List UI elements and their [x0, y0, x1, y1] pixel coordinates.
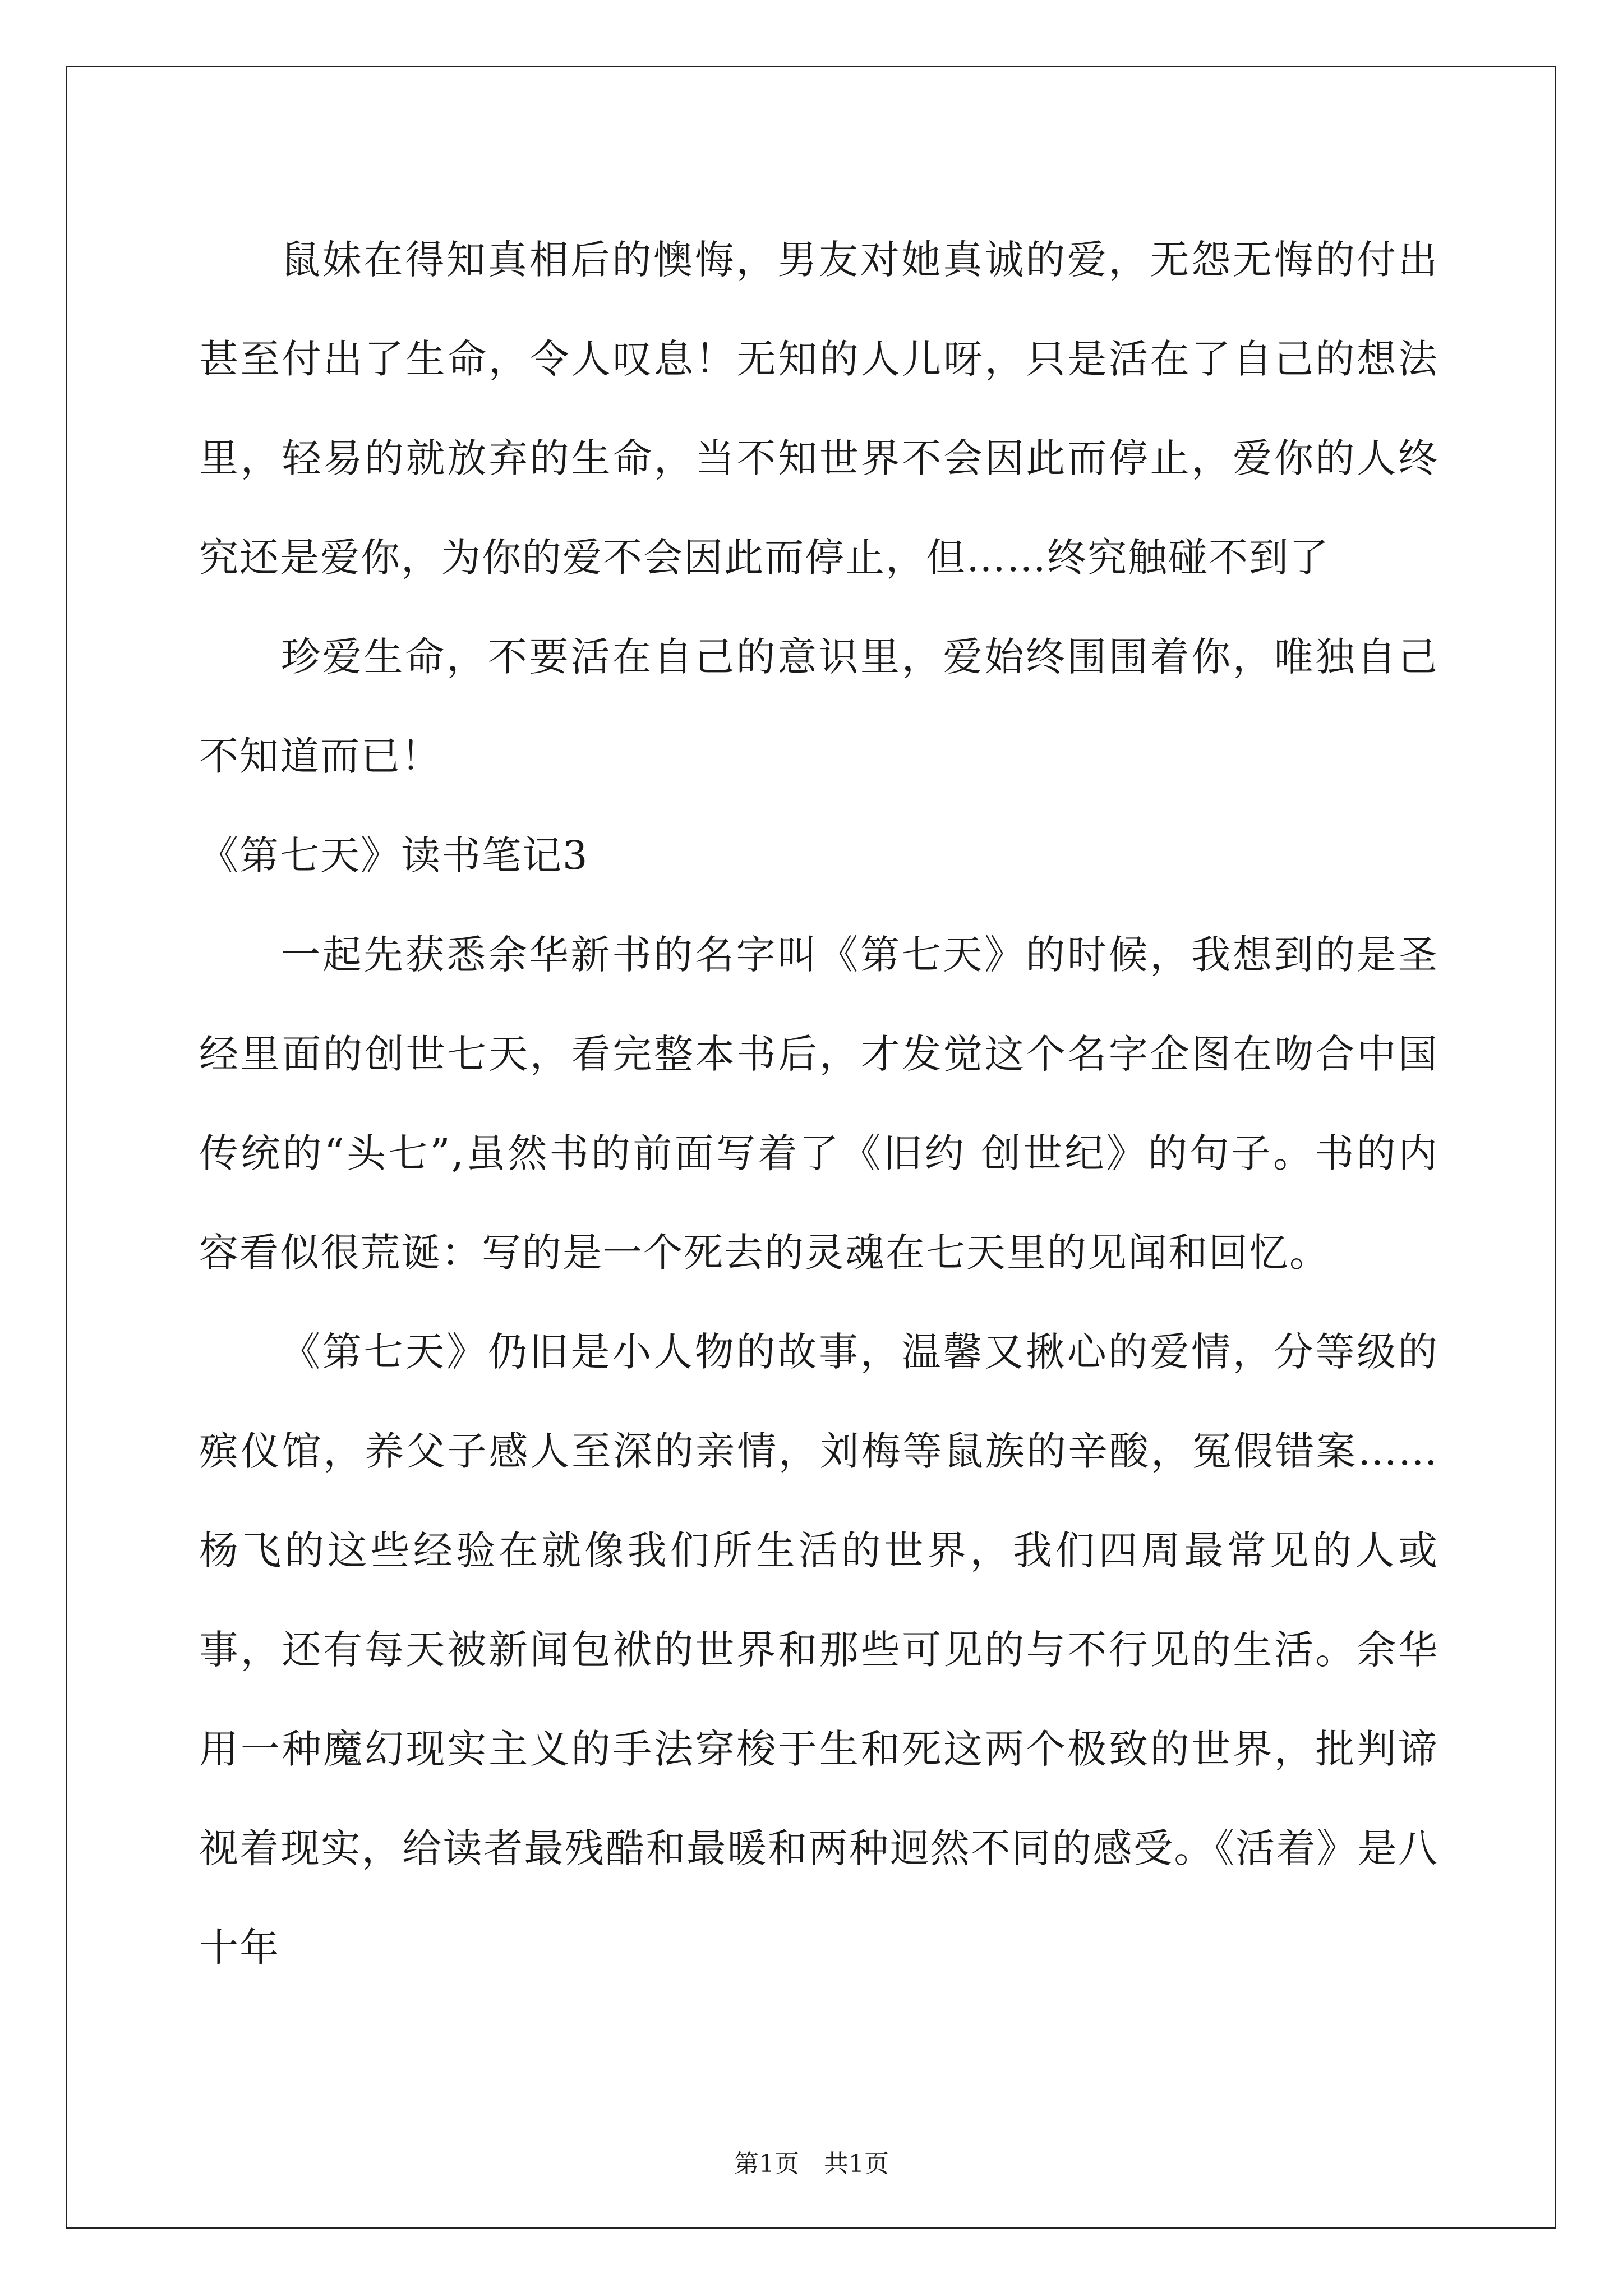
paragraph-4: 《第七天》仍旧是小人物的故事，温馨又揪心的爱情，分等级的殡仪馆，养父子感人至深的亲情，刘梅等鼠族的辛酸，冤假错案……杨飞的这些经验在就像我们所生活的世界，我们四周最常见的人或事，还有每天被新闻包袱的世界和那些可见的与不行见的生活。余华用一种魔幻现实主义的手法穿梭于生和死这两个极致的世界，批判谛视着现实，给读者最残酷和最暖和两种迥然不同的感受。《活着》是八十年 — [199, 1329, 1438, 1971]
paragraph-3: 一起先获悉余华新书的名字叫《第七天》的时候，我想到的是圣经里面的创世七天，看完整本书后，才发觉这个名字企图在吻合中国传统的“头七”,虽然书的前面写着了《旧约 创世纪》的句子。书的内容看似很荒诞：写的是一个死去的灵魂在七天里的见闻和回忆。 — [199, 932, 1438, 1276]
section-heading: 《第七天》读书笔记3 — [199, 832, 589, 878]
document-body — [199, 210, 1438, 1998]
paragraph-2: 珍爱生命，不要活在自己的意识里，爱始终围围着你，唯独自己不知道而已！ — [199, 634, 1438, 779]
page-footer: 第1页 共1页 — [734, 2150, 889, 2178]
paragraph-1: 鼠妹在得知真相后的懊悔，男友对她真诚的爱，无怨无悔的付出甚至付出了生命，令人叹息！无知的人儿呀，只是活在了自己的想法里，轻易的就放弃的生命，当不知世界不会因此而停止，爱你的人终究还是爱你，为你的爱不会因此而停止，但……终究触碰不到了 — [199, 237, 1438, 581]
